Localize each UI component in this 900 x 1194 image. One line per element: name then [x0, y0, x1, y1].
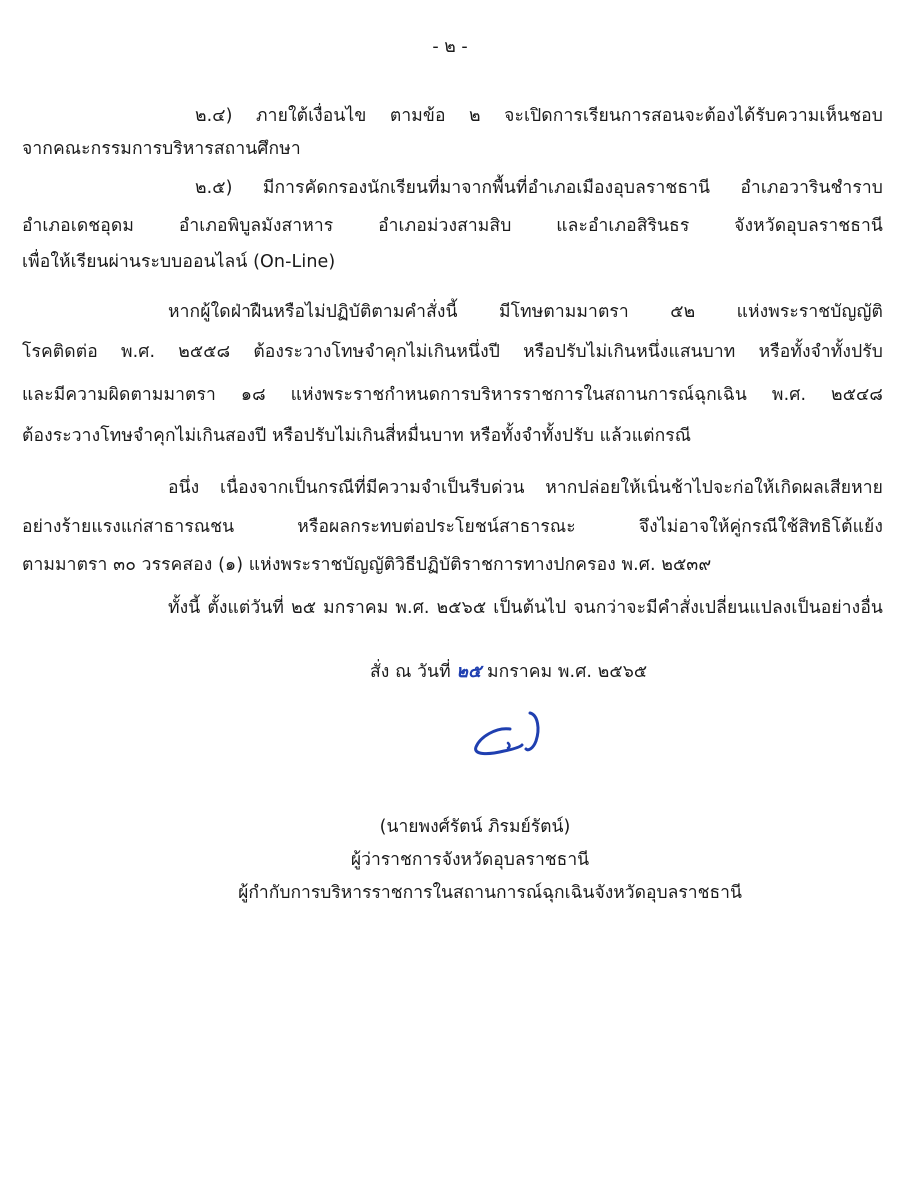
clause-2-4-line-2: จากคณะกรรมการบริหารสถานศึกษา: [22, 139, 301, 159]
urgency-line-3: ตามมาตรา ๓๐ วรรคสอง (๑) แห่งพระราชบัญญัติวิธีปฏิบัติราชการทางปกครอง พ.ศ. ๒๕๓๙: [22, 555, 712, 575]
order-date: [370, 660, 647, 684]
penalty-line-3: และมีความผิดตามมาตรา ๑๘ แห่งพระราชกำหนดการบริหารราชการในสถานการณ์ฉุกเฉิน พ.ศ. ๒๕๔๘: [22, 385, 883, 405]
page-number: - ๒ -: [432, 37, 468, 57]
signatory-title-governor: ผู้ว่าราชการจังหวัดอุบลราชธานี: [350, 850, 590, 870]
effective-date-line: ทั้งนี้ ตั้งแต่วันที่ ๒๕ มกราคม พ.ศ. ๒๕๖๕ เป็นต้นไป จนกว่าจะมีคำสั่งเปลี่ยนแปลงเป็นอย่างอื่น: [168, 598, 883, 618]
clause-2-5-line-3: เพื่อให้เรียนผ่านระบบออนไลน์ (On-Line): [22, 252, 336, 272]
clause-2-5-line-2: อำเภอเดชอุดม อำเภอพิบูลมังสาหาร อำเภอม่วงสามสิบ และอำเภอสิรินธร จังหวัดอุบลราชธานี: [22, 216, 883, 236]
penalty-line-1: หากผู้ใดฝ่าฝืนหรือไม่ปฏิบัติตามคำสั่งนี้ มีโทษตามมาตรา ๕๒ แห่งพระราชบัญญัติ: [168, 302, 883, 322]
order-date-suffix: มกราคม พ.ศ. ๒๕๖๕: [487, 662, 648, 682]
penalty-line-4: ต้องระวางโทษจำคุกไม่เกินสองปี หรือปรับไม่เกินสี่หมื่นบาท หรือทั้งจำทั้งปรับ แล้วแต่กรณี: [22, 426, 692, 446]
urgency-line-1: อนึ่ง เนื่องจากเป็นกรณีที่มีความจำเป็นรีบด่วน หากปล่อยให้เนิ่นช้าไปจะก่อให้เกิดผลเสียหาย: [168, 478, 883, 498]
signatory-title-emergency: ผู้กำกับการบริหารราชการในสถานการณ์ฉุกเฉินจังหวัดอุบลราชธานี: [238, 883, 742, 903]
penalty-line-2: โรคติดต่อ พ.ศ. ๒๕๕๘ ต้องระวางโทษจำคุกไม่เกินหนึ่งปี หรือปรับไม่เกินหนึ่งแสนบาท หรือทั้งจำทั้งปรับ: [22, 342, 883, 362]
order-date-prefix: สั่ง ณ วันที่: [370, 662, 451, 682]
urgency-line-2: อย่างร้ายแรงแก่สาธารณชน หรือผลกระทบต่อประโยชน์สาธารณะ จึงไม่อาจให้คู่กรณีใช้สิทธิโต้แย้ง: [22, 517, 883, 537]
handwritten-day: ๒๕: [456, 662, 482, 682]
clause-2-4-line-1: ๒.๔) ภายใต้เงื่อนไข ตามข้อ ๒ จะเปิดการเรียนการสอนจะต้องได้รับความเห็นชอบ: [195, 106, 883, 126]
handwritten-signature: [470, 705, 560, 765]
clause-2-5-line-1: ๒.๕) มีการคัดกรองนักเรียนที่มาจากพื้นที่อำเภอเมืองอุบลราชธานี อำเภอวารินชำราบ: [195, 178, 883, 198]
signatory-name: (นายพงศ์รัตน์ ภิรมย์รัตน์): [379, 817, 571, 837]
